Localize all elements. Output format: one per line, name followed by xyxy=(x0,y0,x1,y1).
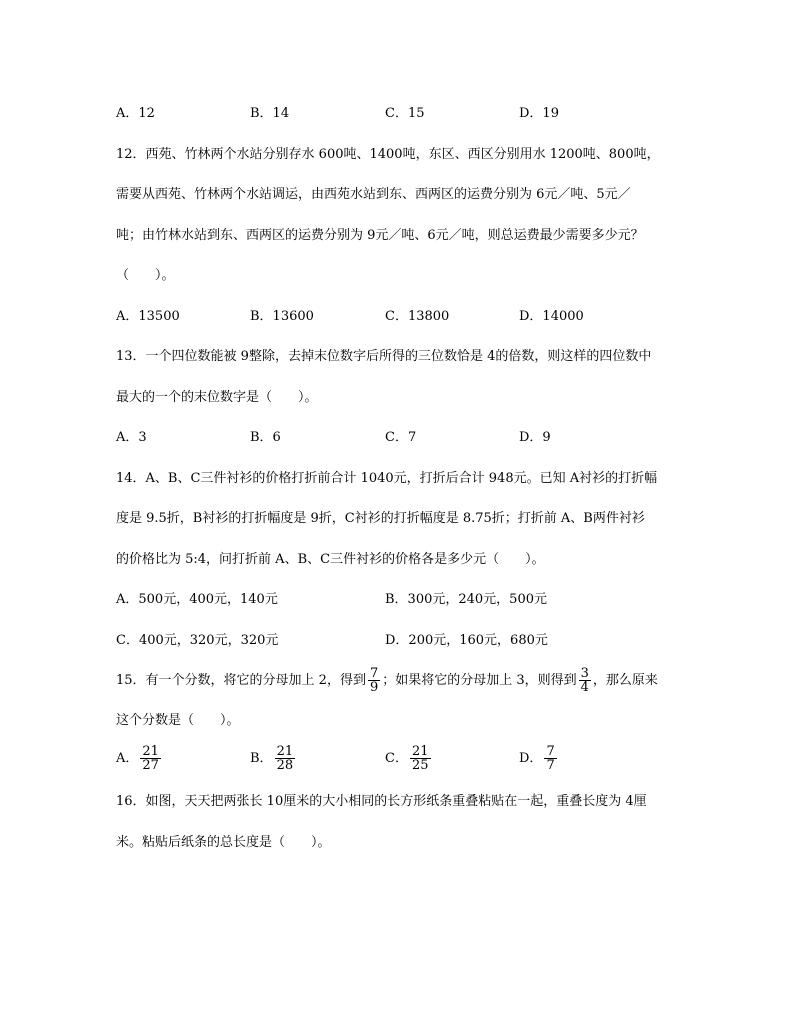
q16-text-line1: 16．如图，天天把两张长 10厘米的大小相同的长方形纸条重叠粘贴在一起，重叠长度为 4厘 xyxy=(116,794,647,809)
q13-option-a[interactable]: A．3 xyxy=(116,430,147,445)
q15-option-d-denominator: 7 xyxy=(546,758,555,773)
q15-fraction-1-numerator: 7 xyxy=(369,666,379,681)
q12-option-a[interactable]: A．13500 xyxy=(116,309,180,324)
q14-option-a[interactable]: A．500元，400元，140元 xyxy=(116,592,278,607)
q15-text-line2: 这个分数是（ ）。 xyxy=(116,713,240,728)
q15-fraction-2-numerator: 3 xyxy=(580,666,589,681)
q15-option-c-label: C． xyxy=(385,750,408,766)
q13-text-line2: 最大的一个的末位数字是（ ）。 xyxy=(116,390,318,405)
q14-option-b[interactable]: B．300元，240元，500元 xyxy=(385,592,547,607)
q14-text-line1: 14．A、B、C三件衬衫的价格打折前合计 1040元，打折后合计 948元。已知 A衬衫的打折幅 xyxy=(116,471,658,486)
q14-option-c[interactable]: C．400元，320元，320元 xyxy=(116,633,279,648)
q12-answer-blank: （ ）。 xyxy=(116,268,175,283)
q12-option-d[interactable]: D．14000 xyxy=(519,309,584,324)
q15-option-a-denominator: 27 xyxy=(142,758,159,773)
q14-text-line2: 度是 9.5折，B衬衫的打折幅度是 9折，C衬衫的打折幅度是 8.75折；打折前 A、B两件衬衫 xyxy=(116,511,645,526)
q13-option-c[interactable]: C．7 xyxy=(385,430,417,445)
q16-text-line2: 米。粘贴后纸条的总长度是（ ）。 xyxy=(116,835,331,850)
q12-option-b[interactable]: B．13600 xyxy=(250,309,314,324)
q13-text-line1: 13．一个四位数能被 9整除，去掉末位数字后所得的三位数恰是 4的倍数，则这样的四位数中 xyxy=(116,349,652,364)
q15-option-d-label: D． xyxy=(519,750,543,766)
q15-option-b-label: B． xyxy=(250,750,273,766)
q15-option-d-numerator: 7 xyxy=(546,744,555,759)
q15-option-d[interactable] xyxy=(519,745,559,772)
q15-text-part2: ；如果将它的分母加上 3，则得到 xyxy=(382,673,577,688)
q11-option-c[interactable]: C．15 xyxy=(385,106,425,121)
q11-option-b[interactable]: B．14 xyxy=(250,106,290,121)
q15-option-b[interactable] xyxy=(250,745,297,772)
q13-option-d[interactable]: D．9 xyxy=(519,430,551,445)
q15-option-b-fraction xyxy=(275,745,296,772)
q14-text-line3: 的价格比为 5:4，问打折前 A、B、C三件衬衫的价格各是多少元（ ）。 xyxy=(116,552,545,567)
q11-option-a[interactable]: A．12 xyxy=(116,106,155,121)
q12-text-line1: 12．西苑、竹林两个水站分别存水 600吨、1400吨，东区、西区分别用水 1200吨、800吨， xyxy=(116,147,660,162)
q15-option-a-label: A． xyxy=(116,750,139,766)
q15-option-b-numerator: 21 xyxy=(276,744,294,759)
q15-option-c-denominator: 25 xyxy=(411,758,429,773)
q14-option-d[interactable]: D．200元，160元，680元 xyxy=(385,633,548,648)
q13-option-b[interactable]: B．6 xyxy=(250,430,281,445)
q15-option-a-fraction xyxy=(140,745,161,772)
q15-option-c-fraction xyxy=(410,745,431,772)
q15-fraction-1 xyxy=(368,667,380,694)
q15-text-line1 xyxy=(116,663,658,699)
q11-option-d[interactable]: D．19 xyxy=(519,106,559,121)
q15-fraction-1-denominator: 9 xyxy=(369,680,379,695)
q12-text-line2: 需要从西苑、竹林两个水站调运，由西苑水站到东、西两区的运费分别为 6元／吨、5元／ xyxy=(116,187,631,202)
q15-option-a-numerator: 21 xyxy=(142,744,159,759)
q15-text-part3: ，那么原来 xyxy=(592,673,658,688)
q15-fraction-2-denominator: 4 xyxy=(580,680,589,695)
q12-option-c[interactable]: C．13800 xyxy=(385,309,450,324)
q15-fraction-2 xyxy=(579,667,591,694)
q15-option-b-denominator: 28 xyxy=(276,758,294,773)
q15-option-a[interactable] xyxy=(116,745,163,772)
q15-option-d-fraction xyxy=(544,745,556,772)
q15-option-c[interactable] xyxy=(385,745,433,772)
q12-text-line3: 吨；由竹林水站到东、西两区的运费分别为 9元／吨、6元／吨，则总运费最少需要多少元？ xyxy=(116,228,644,243)
q15-text-part1: 15．有一个分数，将它的分母加上 2，得到 xyxy=(116,673,366,688)
q15-option-c-numerator: 21 xyxy=(411,744,429,759)
